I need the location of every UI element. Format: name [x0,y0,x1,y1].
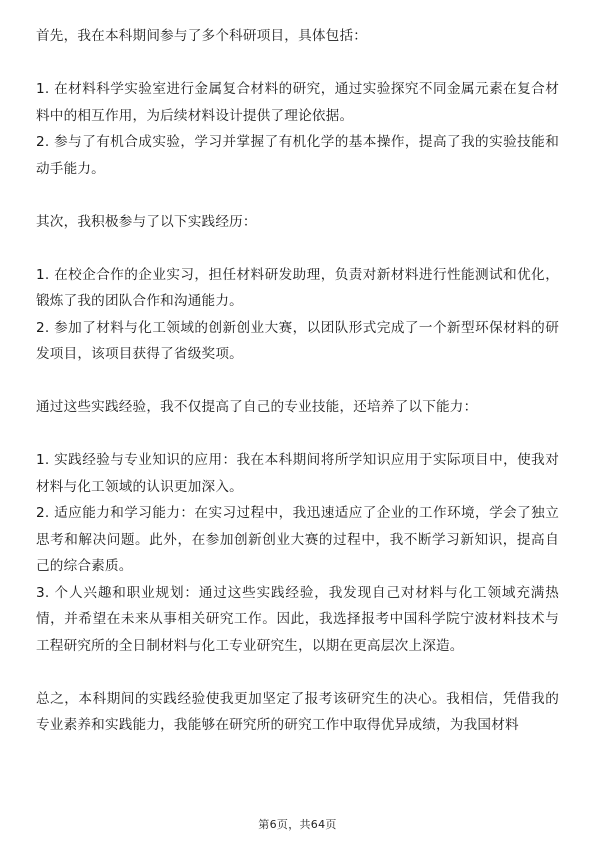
paragraph-practice-item-2: 2. 参加了材料与化工领域的创新创业大赛，以团队形式完成了一个新型环保材料的研发项目，该项目获得了省级奖项。 [36,319,559,362]
paragraph-ability-item-2: 2. 适应能力和学习能力：在实习过程中，我迅速适应了企业的工作环境，学会了独立思考和解决问题。此外，在参加创新创业大赛的过程中，我不断学习新知识，提高自己的综合素质。 [36,505,559,574]
paragraph-intro-practice: 其次，我积极参与了以下实践经历： [36,213,257,230]
paragraph-gap [36,659,559,686]
paragraph-research-item-2: 2. 参与了有机合成实验，学习并掌握了有机化学的基本操作，提高了我的实验技能和动手能力。 [36,134,559,177]
paragraph-intro-abilities: 通过这些实践经验，我不仅提高了自己的专业技能，还培养了以下能力： [36,399,478,415]
paragraph-ability-item-1: 1. 实践经验与专业知识的应用：我在本科期间将所学知识应用于实际项目中，使我对材料与化工领域的认识更加深入。 [36,452,559,495]
paragraph-practice-item-1: 1. 在校企合作的企业实习，担任材料研发助理，负责对新材料进行性能测试和优化，锻炼了我的团队合作和沟通能力。 [36,266,559,309]
paragraph-gap [36,368,559,395]
paragraph-research-item-1: 1. 在材料科学实验室进行金属复合材料的研究，通过实验探究不同金属元素在复合材料中的相互作用，为后续材料设计提供了理论依据。 [36,81,559,124]
paragraph-gap [36,421,559,448]
page-number-footer: 第6页，共64页 [258,818,337,831]
paragraph-intro-research: 首先，我在本科期间参与了多个科研项目，具体包括： [36,28,368,44]
paragraph-ability-item-3: 3. 个人兴趣和职业规划：通过这些实践经验，我发现自己对材料与化工领域充满热情，并希望在未来从事相关研究工作。因此，我选择报考中国科学院宁波材料技术与工程研究所的全日制材料与化工专业研究生，以期在更高层次上深造。 [36,584,559,654]
paragraph-gap [36,50,559,77]
paragraph-gap [36,182,559,209]
paragraph-conclusion: 总之，本科期间的实践经验使我更加坚定了报考该研究生的决心。我相信，凭借我的专业素养和实践能力，我能够在研究所的研究工作中取得优异成绩，为我国材料 [36,690,559,733]
paragraph-gap [36,235,559,262]
